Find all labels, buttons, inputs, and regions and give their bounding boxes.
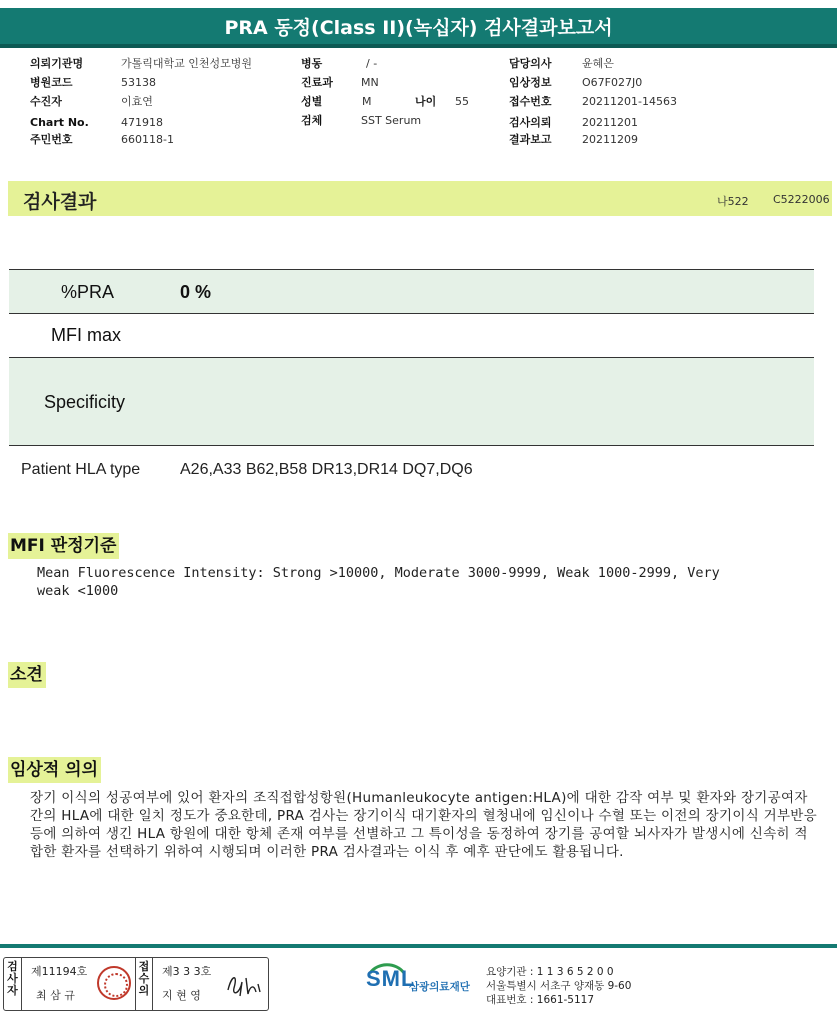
logo: SML [366, 966, 416, 991]
hla-type-label: Patient HLA type [21, 461, 141, 478]
examiner-label: 검사자 [4, 958, 22, 1010]
seal-stamp [97, 966, 131, 1000]
info-value: 가톨릭대학교 인천성모병원 [121, 57, 253, 70]
info-value: SST Serum [361, 114, 422, 127]
info-value: 윤혜은 [582, 57, 614, 70]
org-name: 삼광의료재단 [409, 981, 470, 993]
result-code: C5222006 [773, 193, 830, 206]
info-label: 검체 [301, 114, 323, 127]
mfi-max-row [9, 314, 814, 358]
org-address: 서울특별시 서초구 양재동 9-60 [486, 980, 632, 992]
info-label: 접수번호 [509, 95, 552, 108]
info-value: 20211201-14563 [582, 95, 677, 108]
examiner-name: 최 삼 규 [36, 989, 75, 1002]
title-bar [0, 8, 837, 48]
info-label: 주민번호 [30, 133, 73, 146]
info-label: 병동 [301, 57, 323, 70]
clinical-text: 장기 이식의 성공여부에 있어 환자의 조직접합성항원(Humanleukocyte antigen:HLA)에 대한 감작 여부 및 환자와 장기공여자간의 HLA에 대한 일치 정도가 중요한데, PRA 검사는 장기이식 대기환자의 혈청내에 임신이나 수혈 또는 이전의 장기이식 거부반응 등에 의하여 생긴 HLA 항원에 대한 항체 존재 여부를 선별하고 그 특이성을 동정하여 장기를 공여할 뇌사자가 발생시에 신속히 적합한 환자를 선택하기 위하여 시행되며 이러한 PRA 검사결과는 이식 후 예후 판단에도 활용됩니다. [30, 790, 817, 860]
info-value: 660118-1 [121, 133, 174, 146]
pra-label: %PRA [61, 282, 115, 302]
info-label: 검사의뢰 [509, 116, 552, 129]
info-value: 471918 [121, 116, 163, 129]
examiner-number: 제11194호 [31, 965, 88, 978]
info-value: 이효연 [121, 95, 153, 108]
info-label: 나이 [415, 95, 437, 108]
info-value: 55 [455, 95, 469, 108]
result-title: 검사결과 [23, 191, 97, 213]
receiver-label: 접수의 [135, 958, 153, 1010]
receiver-number: 제3 3 3호 [162, 965, 212, 978]
info-value: O67F027J0 [582, 76, 643, 89]
clinical-title: 임상적 의의 [8, 757, 101, 783]
info-label: Chart No. [30, 116, 89, 129]
info-label: 의뢰기관명 [30, 57, 84, 70]
report-title: PRA 동정(Class II)(녹십자) 검사결과보고서 [224, 17, 613, 39]
pra-value: 0 % [180, 282, 212, 302]
specificity-row [9, 358, 814, 446]
info-label: 진료과 [301, 76, 333, 89]
info-value: 20211201 [582, 116, 638, 129]
pra-row [9, 269, 814, 314]
signature-box [3, 957, 269, 1011]
hla-type-value: A26,A33 B62,B58 DR13,DR14 DQ7,DQ6 [180, 461, 473, 478]
org-code: 요양기관 : 1 1 3 6 5 2 0 0 [486, 966, 614, 978]
info-value: / - [366, 57, 378, 70]
org-phone: 대표번호 : 1661-5117 [486, 994, 595, 1006]
result-header [8, 181, 832, 216]
mfi-criteria-line: weak <1000 [37, 583, 119, 599]
info-label: 담당의사 [509, 57, 552, 70]
info-value: 20211209 [582, 133, 638, 146]
info-label: 임상정보 [509, 76, 552, 89]
info-value: M [362, 95, 372, 108]
info-value: 53138 [121, 76, 156, 89]
info-label: 수진자 [30, 95, 62, 108]
mfi-max-label: MFI max [51, 325, 121, 345]
footer-divider [0, 944, 837, 948]
mfi-criteria-line: Mean Fluorescence Intensity: Strong >10000, Moderate 3000-9999, Weak 1000-2999, Very [37, 565, 720, 581]
info-label: 성별 [301, 95, 323, 108]
result-code: 나522 [717, 195, 749, 208]
opinion-title: 소견 [8, 662, 46, 688]
signature-icon [224, 968, 264, 1000]
receiver-name: 지 현 영 [162, 989, 201, 1002]
specificity-label: Specificity [44, 392, 126, 412]
info-label: 결과보고 [509, 133, 552, 146]
info-label: 병원코드 [30, 76, 73, 89]
mfi-criteria-title: MFI 판정기준 [8, 533, 119, 559]
info-value: MN [361, 76, 379, 89]
